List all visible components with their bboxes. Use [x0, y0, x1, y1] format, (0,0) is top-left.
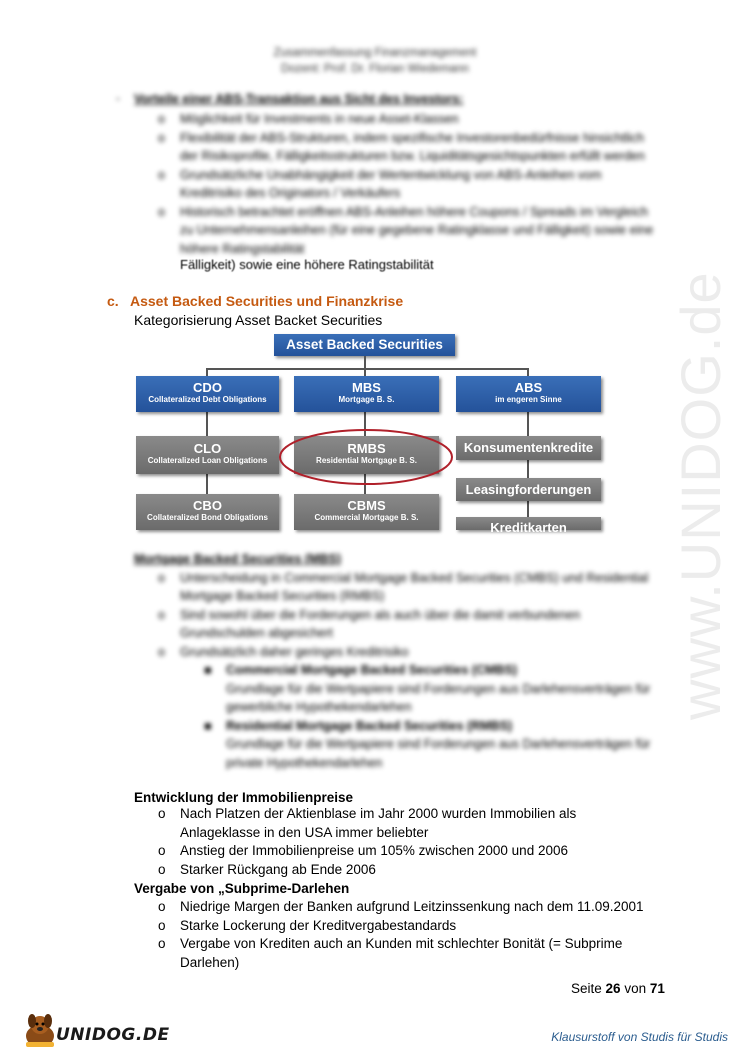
node-abs: ABS im engeren Sinne — [456, 376, 601, 412]
connector — [364, 368, 366, 376]
immo-heading: Entwicklung der Immobilienpreise — [134, 790, 354, 805]
list-item: Flexibilität der ABS-Strukturen, indem spezifische Investorenbedürfnisse hinsichtlich der Risikoprofile, Fälligkeitsstrukturen bzw. Liquiditätsgesichtspunkten erfüllt werden — [180, 130, 645, 163]
node-rmbs: RMBS Residential Mortgage B. S. — [294, 436, 439, 474]
subprime-heading: Vergabe von „Subprime-Darlehen — [134, 881, 350, 896]
watermark: www.UNIDOG.de — [669, 271, 732, 720]
connector — [206, 368, 528, 370]
connector — [206, 474, 208, 494]
document-header-line2: Dozent: Prof. Dr. Florian Wiedemann — [281, 63, 469, 75]
investor-advantages-tail: Fälligkeit) sowie eine höhere Ratingstabilität — [180, 257, 434, 272]
node-leasingforderungen: Leasingforderungen — [456, 478, 601, 501]
list-item: Historisch betrachtet eröffnen ABS-Anleihen höhere Coupons / Spreads im Vergleich zu Unternehmensanleihen (für eine gegebene Ratingklasse und Fälligkeit) sowie eine höhere Ratingstabilität — [180, 204, 654, 256]
connector — [527, 368, 529, 376]
immo-list: o Nach Platzen der Aktienblase im Jahr 2000 wurden Immobilien als Anlageklasse in den USA immer beliebter o Anstieg der Immobilienpreise um 105% zwischen 2000 und 2006 o Starker Rückgang ab Ende 2006 — [134, 805, 674, 879]
list-item: Nach Platzen der Aktienblase im Jahr 2000 wurden Immobilien als — [180, 806, 577, 821]
connector — [527, 460, 529, 478]
section-title: Asset Backed Securities und Finanzkrise — [130, 293, 404, 309]
mbs-heading: Mortgage Backed Securities (MBS) — [134, 552, 341, 566]
rmbs-highlight-ellipse — [276, 427, 456, 487]
node-cbo: CBO Collateralized Bond Obligations — [136, 494, 279, 530]
section-marker: c. — [107, 293, 119, 309]
logo-text: UNIDOG.DE — [56, 1025, 170, 1045]
connector — [527, 412, 529, 436]
node-cbms: CBMS Commercial Mortgage B. S. — [294, 494, 439, 530]
list-item: Starke Lockerung der Kreditvergabestandards — [180, 917, 457, 933]
list-item: Möglichkeit für Investments in neue Asset-Klassen — [180, 112, 459, 126]
node-clo: CLO Collateralized Loan Obligations — [136, 436, 279, 474]
list-item-continuation: Anlageklasse in den USA immer beliebter — [180, 824, 429, 840]
cmbs-title: Commercial Mortgage Backed Securities (CMBS) — [226, 663, 518, 677]
list-item: Grundsätzlich daher geringes Kreditrisiko — [180, 644, 409, 659]
list-item: Anstieg der Immobilienpreise um 105% zwischen 2000 und 2006 — [180, 843, 568, 858]
node-mbs: MBS Mortgage B. S. — [294, 376, 439, 412]
chart-caption: Kategorisierung Asset Backet Securities — [134, 312, 383, 328]
investor-advantages-heading: Vorteile einer ABS-Transaktion aus Sicht des Investors: — [134, 92, 464, 106]
footer-tagline: Klausurstoff von Studis für Studis — [551, 1030, 728, 1044]
cmbs-text: Grundlage für die Wertpapiere sind Forderungen aus Darlehensverträgen für gewerbliche Hypothekendarlehen — [226, 681, 651, 714]
connector — [206, 368, 208, 376]
connector — [527, 501, 529, 517]
list-item: Unterscheidung in Commercial Mortgage Backed Securities (CMBS) und Residential Mortgage Backed Securities (RMBS) — [180, 570, 649, 603]
subprime-list: o Niedrige Margen der Banken aufgrund Leitzinssenkung nach dem 11.09.2001 o Starke Lockerung der Kreditvergabestandards o Vergabe von Krediten auch an Kunden mit schlechter Bonität (= Subprime Darlehen) — [134, 898, 694, 972]
document-header-line1: Zusammenfassung Finanzmanagement — [273, 47, 477, 59]
dog-mascot-icon — [20, 1012, 60, 1050]
bullet-dash: - — [116, 91, 120, 105]
node-asset-backed-securities: Asset Backed Securities — [274, 334, 455, 356]
list-item: Vergabe von Krediten auch an Kunden mit schlechter Bonität (= Subprime — [180, 936, 623, 951]
investor-advantages-list: o Möglichkeit für Investments in neue Asset-Klassen o Flexibilität der ABS-Strukturen, indem spezifische Investorenbedürfnisse hinsichtlich der Risikoprofile, Fälligkeitsstrukturen bzw. Liquiditätsgesichtspunkten erfüllt werden o Grundsätzliche Unabhängigkeit der Wertentwicklung von ABS-Anleihen vom Kreditrisiko des Originators / Verkäufers o Historisch betrachtet eröffnen ABS-Anleihen höhere Coupons / Spreads im Vergleich zu Unternehmensanleihen (für eine gegebene Ratingklasse und Fälligkeit) sowie eine höhere Ratingstabilität — [158, 112, 654, 256]
connector — [206, 412, 208, 436]
list-item: Starker Rückgang ab Ende 2006 — [180, 861, 376, 877]
node-cdo: CDO Collateralized Debt Obligations — [136, 376, 279, 412]
list-item: Niedrige Margen der Banken aufgrund Leitzinssenkung nach dem 11.09.2001 — [180, 899, 644, 914]
page-number: Seite 26 von 71 — [571, 981, 665, 996]
list-item-continuation: Darlehen) — [180, 954, 240, 970]
unidog-logo — [20, 1012, 170, 1050]
node-konsumentenkredite: Konsumentenkredite — [456, 436, 601, 460]
rmbs-text: Grundlage für die Wertpapiere sind Forderungen aus Darlehensverträgen für private Hypothekendarlehen — [226, 737, 651, 770]
rmbs-title: Residential Mortgage Backed Securities (RMBS) — [226, 718, 513, 733]
list-item: Grundsätzliche Unabhängigkeit der Wertentwicklung von ABS-Anleihen vom Kreditrisiko des Originators / Verkäufers — [180, 167, 602, 200]
node-kreditkarten: Kreditkarten — [456, 517, 601, 530]
list-item: Sind sowohl über die Forderungen als auch über die damit verbundenen Grundschulden abgesichert — [180, 607, 581, 640]
mbs-section: Mortgage Backed Securities (MBS) o Unterscheidung in Commercial Mortgage Backed Securities (CMBS) und Residential Mortgage Backed Securities (RMBS) o Sind sowohl über die Forderungen als auch über die damit verbundenen Grundschulden abgesichert o Grundsätzlich daher geringes Kreditrisiko ■ Commercial Mortgage Backed Securities (CMBS) Grundlage für die Wertpapiere sind Forderungen aus Darlehensverträgen für gewerbliche Hypothekendarlehen ■ Residential Mortgage Backed Securities (RMBS) Grundlage für die Wertpapiere sind Forderungen aus Darlehensverträgen für private Hypothekendarlehen — [134, 550, 664, 772]
